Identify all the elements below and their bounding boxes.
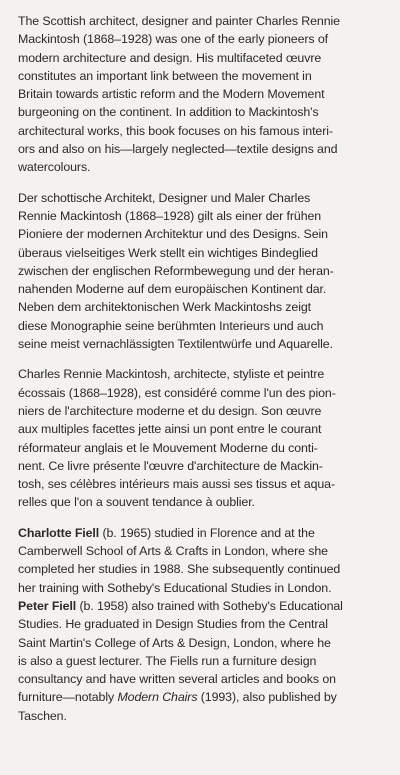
english-description: The Scottish architect, designer and painter Charles Rennie Mackintosh (1868–1928) was one of the early pioneers of modern architecture and design. His multifaceted œuvre constitutes an important link between the movement in Britain towards artistic reform and the Modern Movement burgeoning on the continent. In addition to Mackintosh's architectural works, this book focuses on his famous interi- ors and also on his—largely neglected—textile designs and watercolours. [18,14,340,175]
author-name-charlotte: Charlotte Fiell [18,525,100,540]
peter-bio-first-line: (b. 1958) also trained with Sotheby's Educational [76,598,343,613]
book-publisher-text: (1993), also published by [197,690,337,705]
charlotte-bio-first-line: (b. 1965) studied in Florence and at the [99,525,315,540]
publisher-name: Taschen. [18,708,67,723]
book-title: Modern Chairs [117,690,198,705]
german-description: Der schottische Architekt, Designer und Maler Charles Rennie Mackintosh (1868–1928) gilt als einer der frühen Pioniere der modernen Architektur und des Designs. Sein überaus vielseitiges Werk stellt ein wichtiges Bindeglied zwischen der englischen Reformbewegung und der heran- nahenden Moderne auf dem europäischen Kontinent dar. Neben dem architektonischen Werk Mackintoshs zeigt diese Monographie seine berühmten Interieurs und auch seine meist vernachlässigten Textilentwürfe und Aquarelle. [18,190,334,352]
charlotte-bio-text: Camberwell School of Arts & Crafts in London, where she completed her studies in 1988. She subsequently continued her training with Sotheby's Educational Studies in London. [18,544,341,595]
author-name-peter: Peter Fiell [18,598,77,613]
french-description: Charles Rennie Mackintosh, architecte, styliste et peintre écossais (1868–1928), est considéré comme l'un des pion- niers de l'architecture moderne et du design. Son œuvre aux multiples facettes jette ainsi un pont entre le courant réformateur anglais et le Mouvement Moderne du conti- nent. Ce livre présente l'œuvre d'architecture de Mackin- tosh, ses célèbres intérieurs mais aussi ses tissus et aqua- relles que l'on a souvent tendance à oublier. [18,367,336,510]
peter-bio-text: Studies. He graduated in Design Studies from the Central Saint Martin's College of Arts & Design, London, where he is also a guest lecturer. The Fiells run a furniture design consultancy and have written several articles and books on furniture—notably [18,617,336,705]
authors-biography [18,524,386,725]
